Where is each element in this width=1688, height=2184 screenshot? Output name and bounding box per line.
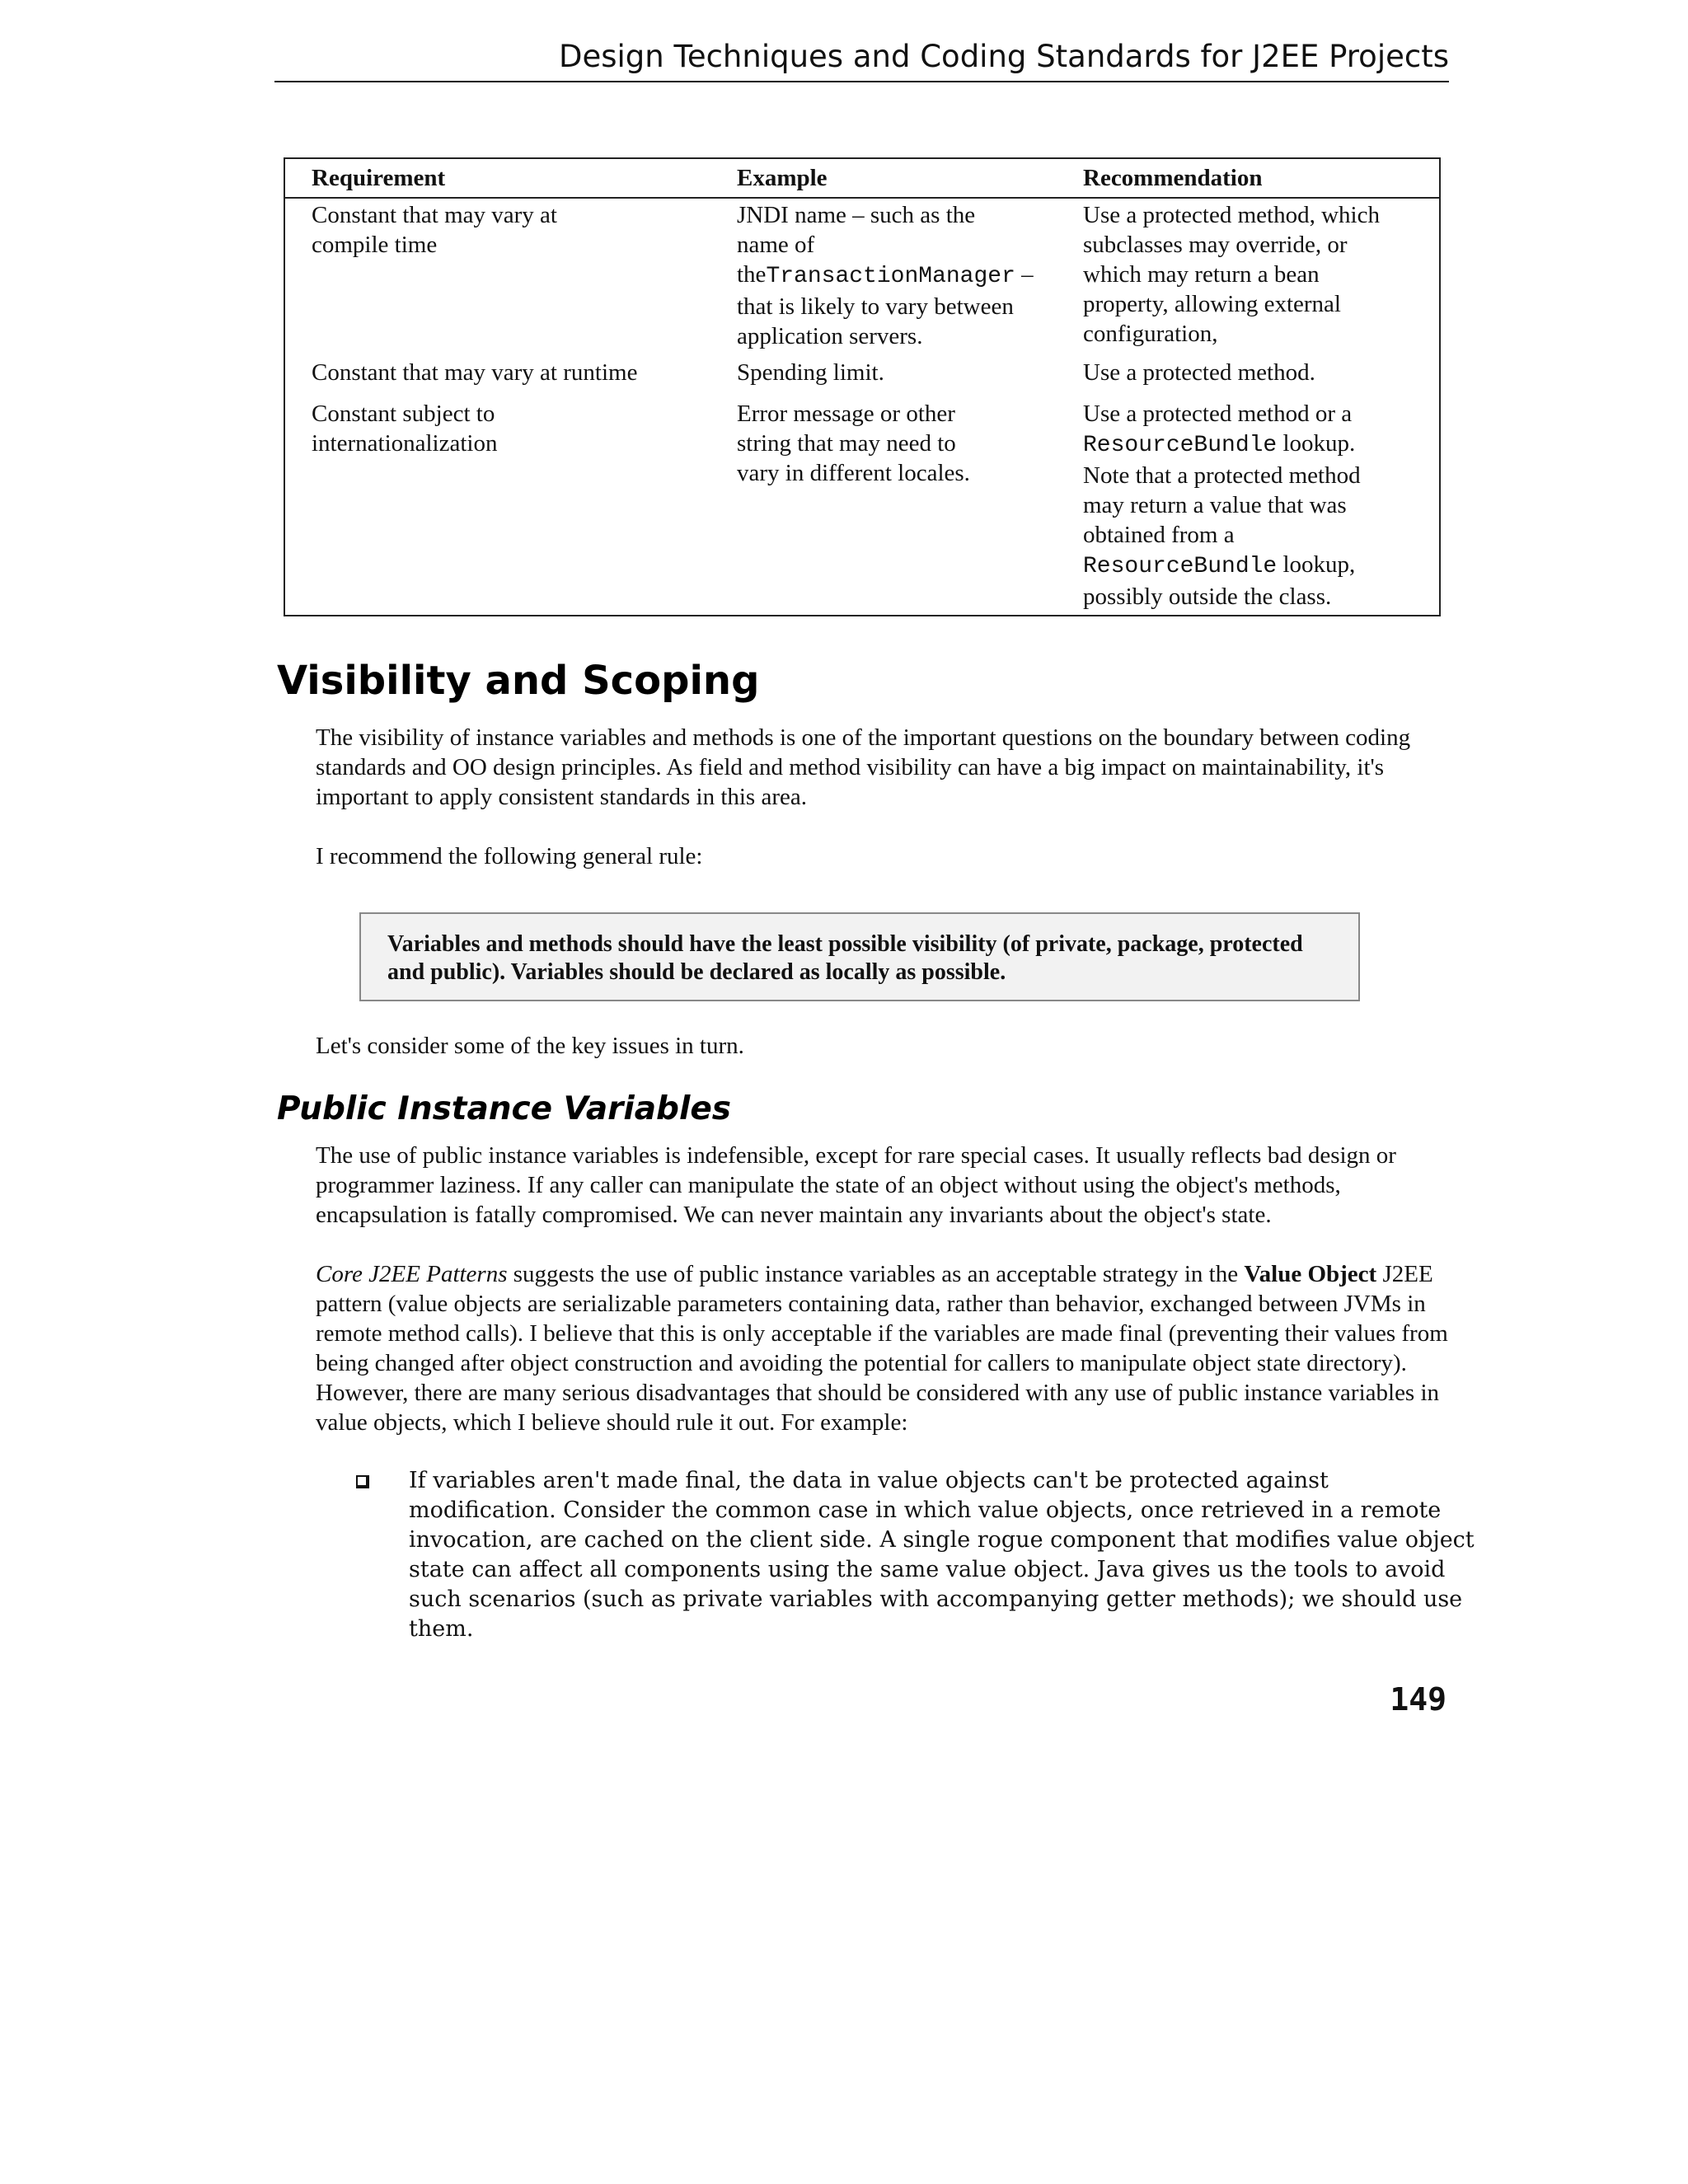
code-resourcebundle: ResourceBundle [1083,433,1278,458]
row1-requirement: Constant that may vary at compile time [312,202,557,258]
checkbox-bullet-icon [356,1475,369,1488]
header-requirement: Requirement [312,165,446,191]
rule-text: Variables and methods should have the least possible visibility (of private, package, protected and public). Variables should be declared as locally as possible. [387,931,1303,985]
bold-term: Value Object [1244,1261,1377,1287]
row2-recommendation: Use a protected method. [1083,359,1315,386]
code-resourcebundle: ResourceBundle [1083,554,1278,579]
row2-example: Spending limit. [737,359,884,386]
running-head: Design Techniques and Coding Standards for J2EE Projects [559,39,1449,74]
book-title: Core J2EE Patterns [316,1261,508,1287]
bullet-item: If variables aren't made final, the data in value objects can't be protected against modification. Consider the common case in which value objects, once retrieved in a remote invocation, are cached on the client side. A single rogue component that modifies value object state can affect all components using the same value object. Java gives us the tools to avoid such scenarios (such as private variables with accompanying getter methods); we should use them. [409,1468,1475,1642]
row1-recommendation: Use a protected method, which subclasses may override, or which may return a bean property, allowing external configuration, [1083,202,1380,347]
rule-callout [359,912,1360,1001]
header-rule [274,81,1449,82]
paragraph: The use of public instance variables is indefensible, except for rare special cases. It usually reflects bad design or programmer laziness. If any caller can manipulate the state of an object without using the object's methods, encapsulation is fatally compromised. We can never maintain any invariants about the object's state. [316,1142,1396,1228]
subsection-heading: Public Instance Variables [277,1090,732,1127]
code-transactionmanager: TransactionManager [766,264,1015,289]
page-number: 149 [1390,1681,1447,1718]
section-heading: Visibility and Scoping [277,658,760,704]
row3-recommendation: Use a protected method or a ResourceBundle lookup. Note that a protected method may return a value that was obtained from a ResourceBundle lookup, possibly outside the class. [1083,401,1361,610]
table-header-row [285,159,1439,199]
row1-example: JNDI name – such as the name of theTransactionManager – that is likely to vary between application servers. [737,202,1034,349]
row3-requirement: Constant subject to internationalization [312,401,498,457]
row2-requirement: Constant that may vary at runtime [312,359,638,386]
paragraph: I recommend the following general rule: [316,843,703,869]
paragraph: Let's consider some of the key issues in turn. [316,1033,744,1059]
row3-example: Error message or other string that may need to vary in different locales. [737,401,970,486]
header-recommendation: Recommendation [1083,165,1263,191]
requirements-table [284,157,1441,616]
paragraph: The visibility of instance variables and methods is one of the important questions on the boundary between coding standards and OO design principles. As field and method visibility can have a big impact on maintainability, it's important to apply consistent standards in this area. [316,724,1411,810]
header-example: Example [737,165,828,191]
paragraph: Core J2EE Patterns suggests the use of public instance variables as an acceptable strategy in the Value Object J2EE pattern (value objects are serializable parameters containing data, rather than behavior, exchanged between JVMs in remote method calls). I believe that this is only acceptable if the variables are made final (preventing their values from being changed after object construction and avoiding the potential for callers to manipulate object state directory). However, there are many serious disadvantages that should be considered with any use of public instance variables in value objects, which I believe should rule it out. For example: [316,1261,1448,1436]
